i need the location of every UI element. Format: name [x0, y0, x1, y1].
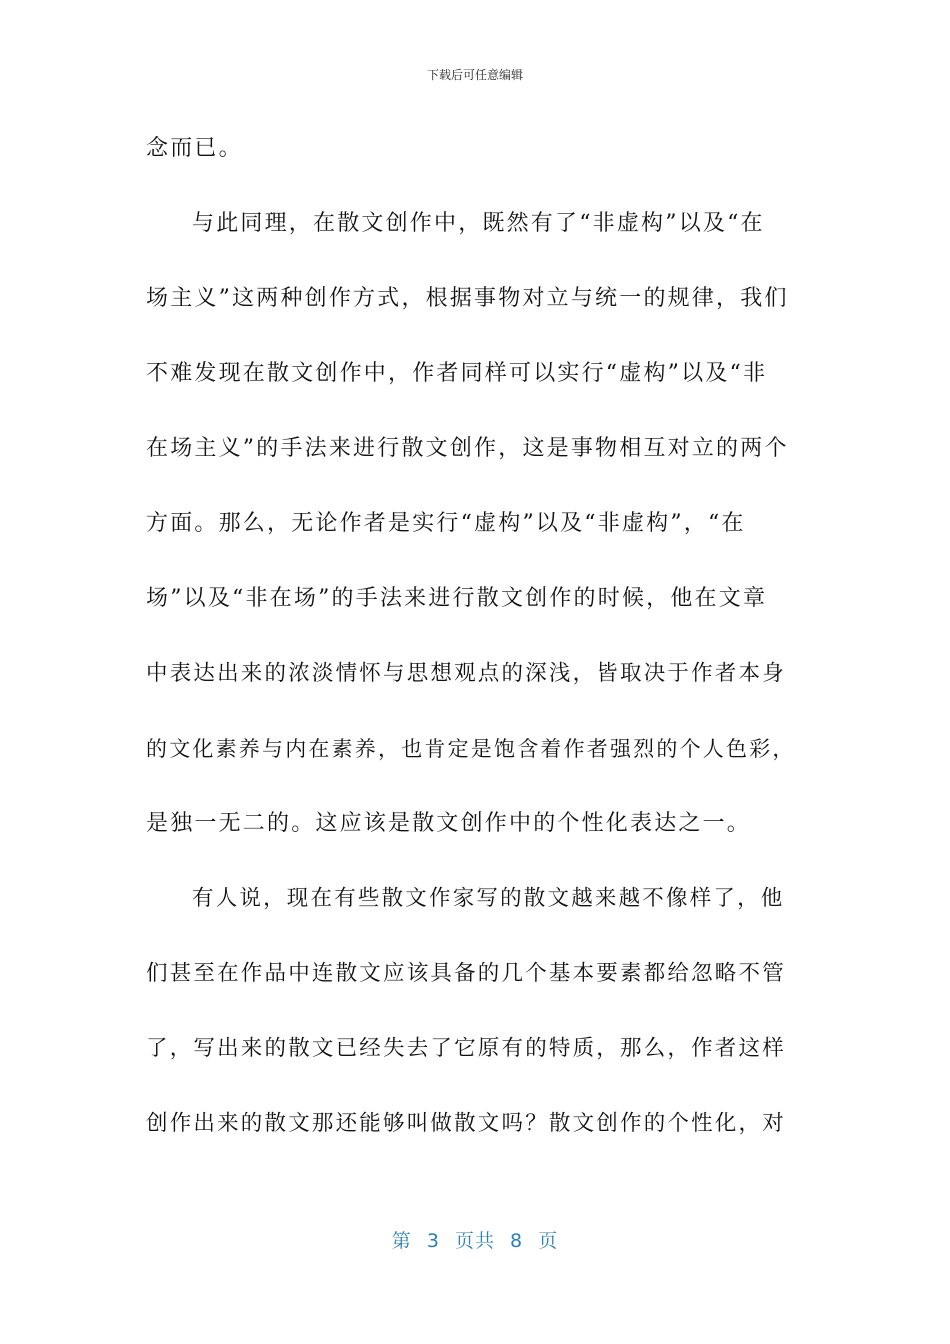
text-line: 在场主义”的手法来进行散文创作，这是事物相互对立的两个 — [146, 436, 789, 461]
text-line: 们甚至在作品中连散文应该具备的几个基本要素都给忽略不管 — [146, 961, 786, 986]
text-line: 场”以及“非在场”的手法来进行散文创作的时候，他在文章 — [146, 586, 768, 611]
current-page-number: 3 — [426, 1230, 440, 1252]
page-header: 下载后可任意编辑 — [426, 68, 523, 82]
text-line: 中表达出来的浓淡情怀与思想观点的深浅，皆取决于作者本身 — [146, 661, 786, 686]
text-line: 场主义”这两种创作方式，根据事物对立与统一的规律，我们 — [146, 286, 789, 311]
page-footer — [0, 1226, 950, 1253]
footer-middle: 页共 — [454, 1230, 495, 1252]
footer-suffix: 页 — [538, 1230, 559, 1252]
text-line: 创作出来的散文那还能够叫做散文吗？散文创作的个性化，对 — [146, 1111, 786, 1136]
paragraph-start-line: 与此同理，在散文创作中，既然有了“非虚构”以及“在 — [192, 211, 765, 236]
text-line: 是独一无二的。这应该是散文创作中的个性化表达之一。 — [146, 811, 752, 836]
text-line: 念而已。 — [146, 136, 243, 161]
total-pages-number: 8 — [510, 1230, 524, 1252]
footer-prefix: 第 — [391, 1230, 412, 1252]
text-line: 方面。那么，无论作者是实行“虚构”以及“非虚构”，“在 — [146, 511, 746, 536]
paragraph-start-line: 有人说，现在有些散文作家写的散文越来越不像样了，他 — [192, 886, 785, 911]
text-line: 的文化素养与内在素养，也肯定是饱含着作者强烈的个人色彩， — [146, 737, 796, 761]
text-line: 了，写出来的散文已经失去了它原有的特质，那么，作者这样 — [146, 1036, 786, 1061]
document-body — [146, 125, 796, 1175]
text-line: 不难发现在散文创作中，作者同样可以实行“虚构”以及“非 — [146, 361, 768, 386]
